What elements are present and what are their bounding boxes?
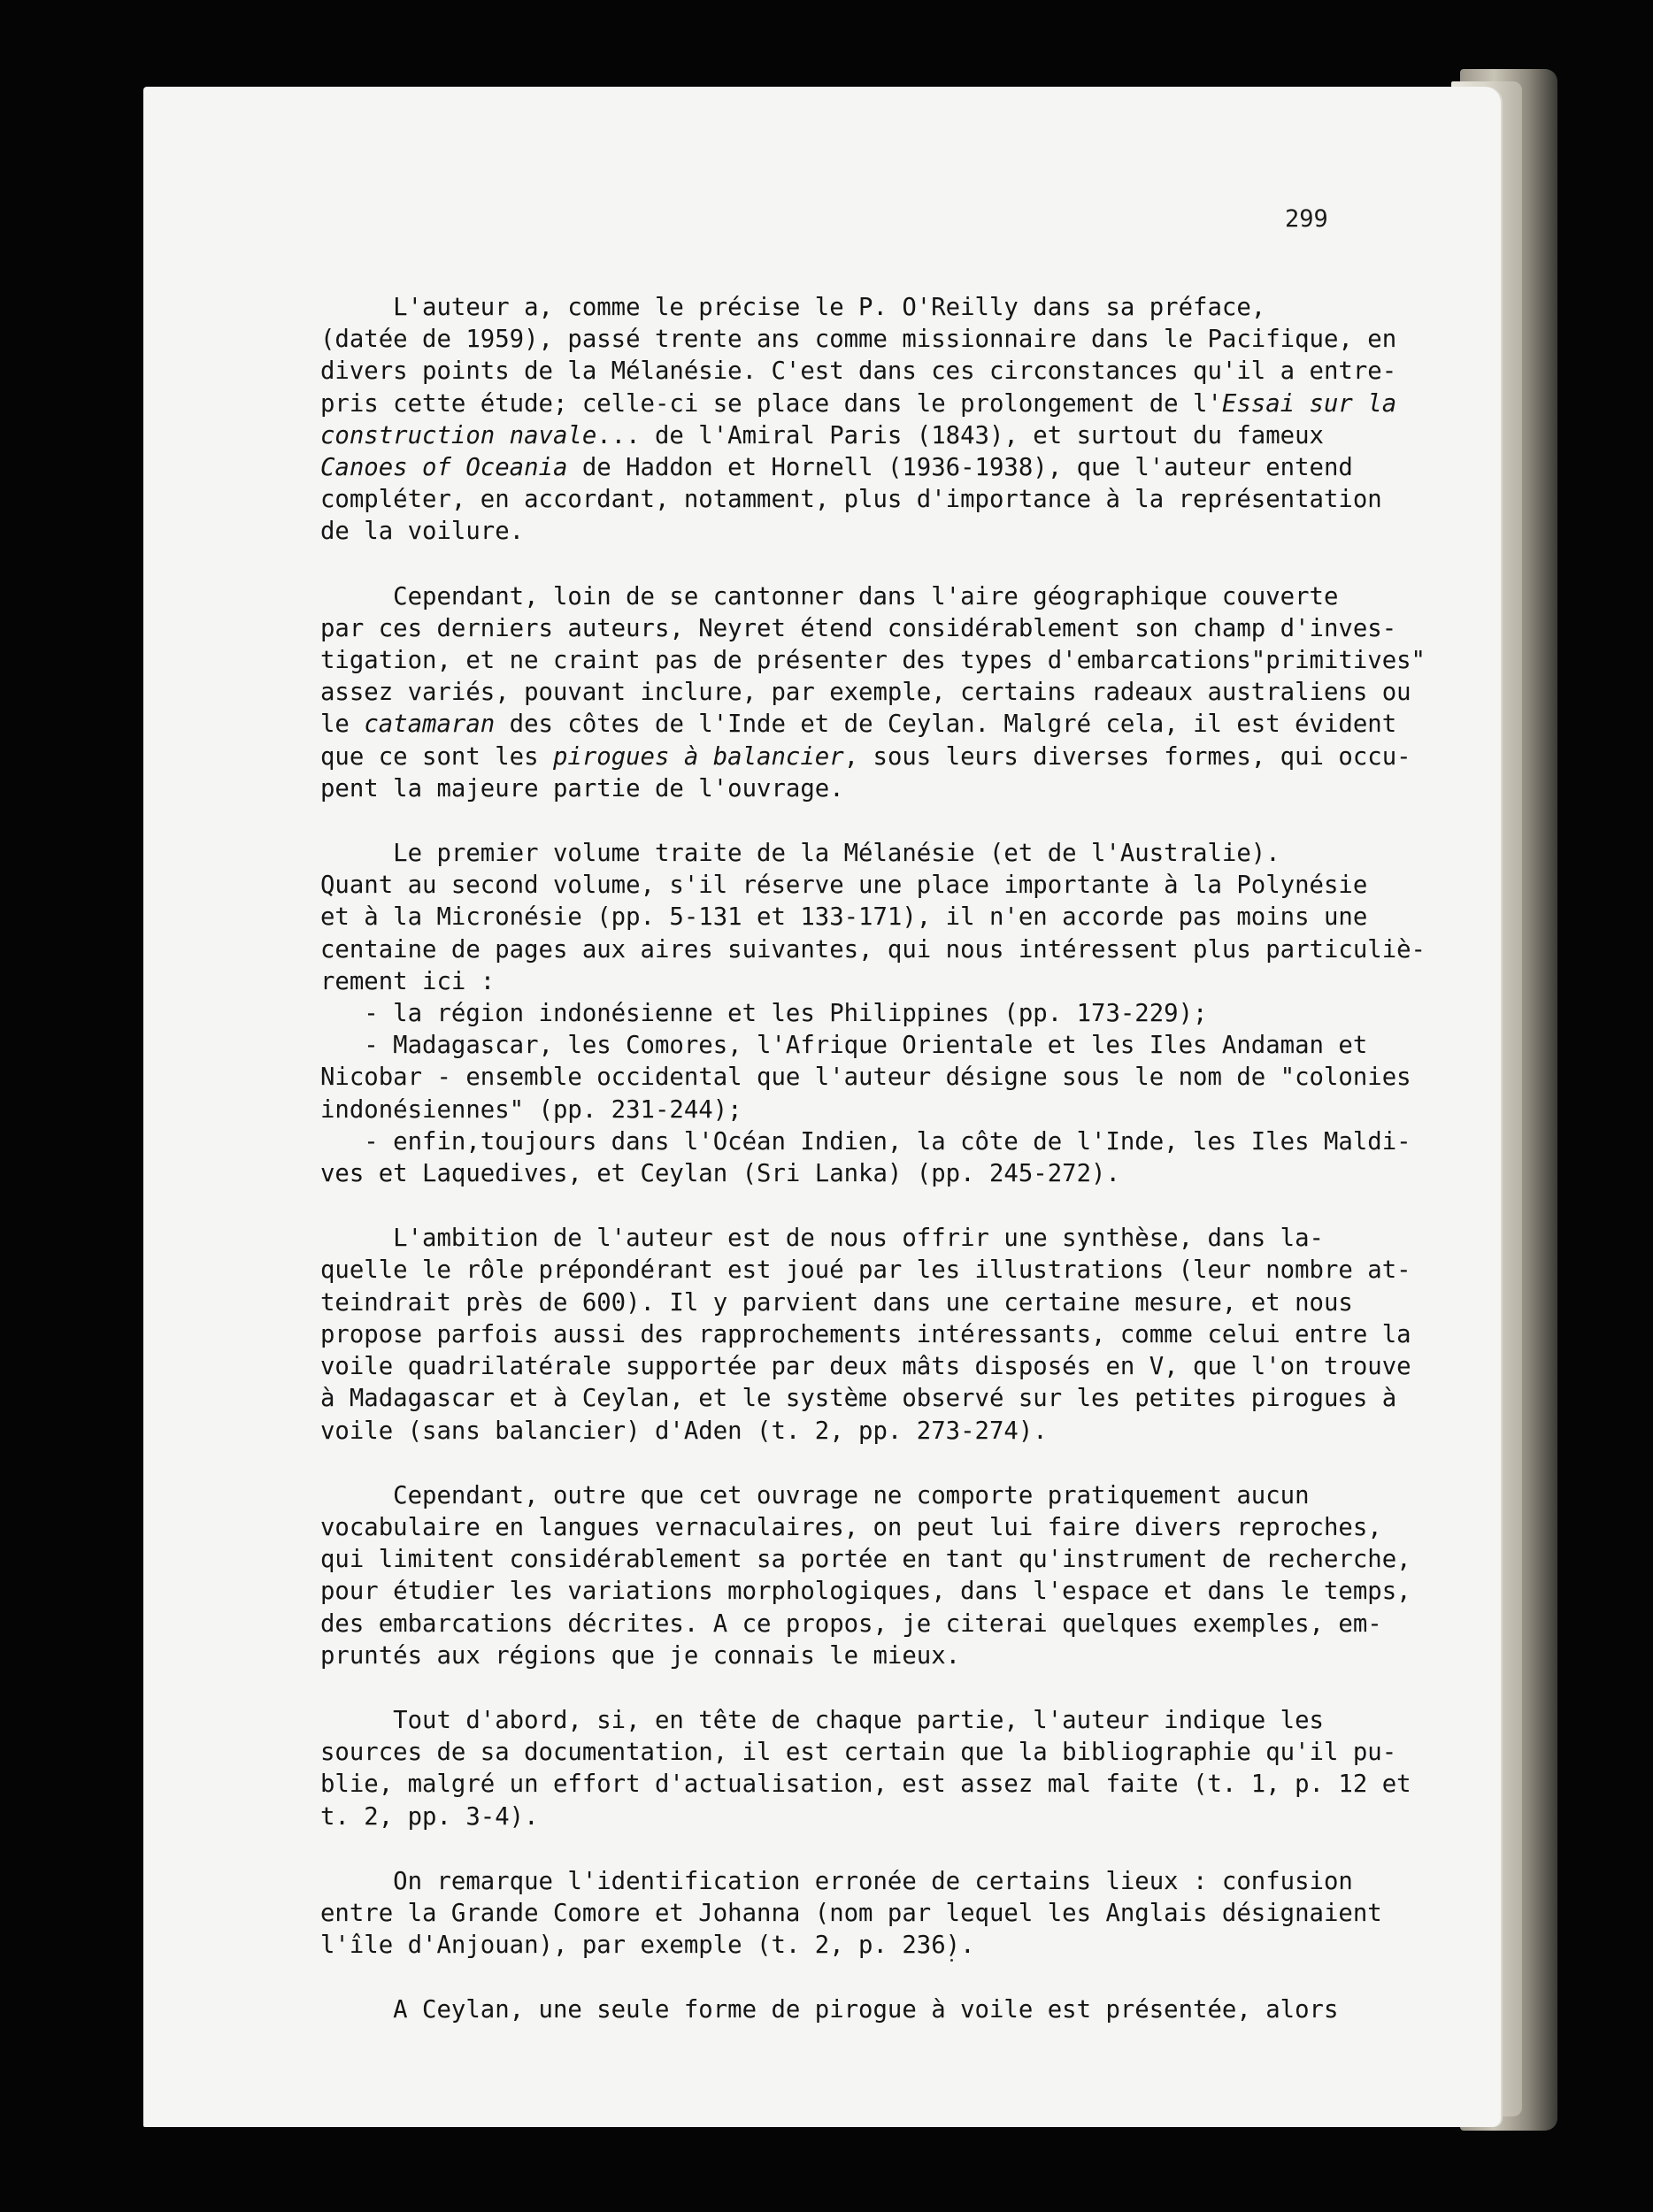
text-line: pris cette étude; celle-ci se place dans le prolongement de l'Essai sur la (320, 389, 1397, 418)
text-line: propose parfois aussi des rapprochements intéressants, comme celui entre la (320, 1320, 1411, 1348)
text-line: L'auteur a, comme le précise le P. O'Reilly dans sa préface, (320, 294, 1266, 321)
paragraph (320, 1866, 1391, 1962)
body-text (320, 292, 1426, 2060)
text-line: divers points de la Mélanésie. C'est dans ces circonstances qu'il a entre- (320, 357, 1397, 386)
speck (950, 1959, 953, 1962)
text-line: sources de sa documentation, il est certain que la bibliographie qu'il pu- (320, 1739, 1397, 1767)
text-line: blie, malgré un effort d'actualisation, est assez mal faite (t. 1, p. 12 et (320, 1770, 1411, 1799)
page-number: 299 (1285, 205, 1328, 233)
paragraph (320, 292, 1397, 549)
text-line: de la voilure. (320, 518, 525, 546)
text-line: à Madagascar et à Ceylan, et le système observé sur les petites pirogues à (320, 1385, 1397, 1413)
text-line: Nicobar - ensemble occidental que l'auteur désigne sous le nom de "colonies (320, 1064, 1411, 1092)
text-line: Canoes of Oceania de Haddon et Hornell (1936-1938), que l'auteur entend (320, 454, 1353, 482)
text-line: ves et Laquedives, et Ceylan (Sri Lanka) (pp. 245-272). (320, 1160, 1120, 1188)
text-line: par ces derniers auteurs, Neyret étend considérablement son champ d'inves- (320, 614, 1397, 642)
text-line: quelle le rôle prépondérant est joué par les illustrations (leur nombre at- (320, 1256, 1411, 1285)
text-line: des embarcations décrites. A ce propos, je citerai quelques exemples, em- (320, 1609, 1382, 1638)
text-line: vocabulaire en langues vernaculaires, on peut lui faire divers reproches, (320, 1513, 1382, 1541)
text-line: Quant au second volume, s'il réserve une place importante à la Polynésie (320, 872, 1368, 900)
text-line: voile (sans balancier) d'Aden (t. 2, pp. 273-274). (320, 1417, 1048, 1445)
text-line: qui limitent considérablement sa portée en tant qu'instrument de recherche, (320, 1546, 1411, 1574)
paragraph (320, 1994, 1391, 2026)
text-line: entre la Grande Comore et Johanna (nom par lequel les Anglais désignaient (320, 1899, 1382, 1927)
text-line: et à la Micronésie (pp. 5-131 et 133-171), il n'en accorde pas moins une (320, 903, 1368, 932)
paragraph (320, 1705, 1411, 1833)
text-line: centaine de pages aux aires suivantes, qui nous intéressent plus particuliè- (320, 935, 1426, 964)
text-line: construction navale... de l'Amiral Paris (1843), et surtout du fameux (320, 421, 1324, 449)
paragraph (320, 1480, 1411, 1672)
text-line: le catamaran des côtes de l'Inde et de Ceylan. Malgré cela, il est évident (320, 710, 1397, 739)
text-line: L'ambition de l'auteur est de nous offrir une synthèse, dans la- (320, 1225, 1324, 1253)
text-line: pour étudier les variations morphologiques, dans l'espace et dans le temps, (320, 1578, 1411, 1606)
text-line: On remarque l'identification erronée de certains lieux : confusion (320, 1867, 1353, 1895)
text-line: A Ceylan, une seule forme de pirogue à voile est présentée, alors (320, 1996, 1339, 2024)
text-line: - enfin,toujours dans l'Océan Indien, la côte de l'Inde, les Iles Maldi- (320, 1127, 1411, 1156)
text-line: Cependant, outre que cet ouvrage ne comporte pratiquement aucun (320, 1481, 1310, 1509)
text-line: - la région indonésienne et les Philippines (pp. 173-229); (320, 1000, 1208, 1028)
text-line: compléter, en accordant, notamment, plus d'importance à la représentation (320, 486, 1382, 514)
text-line: Cependant, loin de se cantonner dans l'aire géographique couverte (320, 582, 1339, 611)
text-line: tigation, et ne craint pas de présenter des types d'embarcations"primitives" (320, 647, 1426, 675)
text-line: que ce sont les pirogues à balancier, sous leurs diverses formes, qui occu- (320, 742, 1411, 771)
text-line: t. 2, pp. 3-4). (320, 1802, 539, 1831)
paragraph (320, 838, 1426, 1190)
text-line: Le premier volume traite de la Mélanésie (et de l'Australie). (320, 840, 1280, 868)
text-line: - Madagascar, les Comores, l'Afrique Orientale et les Iles Andaman et (320, 1032, 1368, 1060)
text-line: assez variés, pouvant inclure, par exemple, certains radeaux australiens ou (320, 679, 1411, 707)
text-line: rement ici : (320, 967, 496, 995)
text-line: pent la majeure partie de l'ouvrage. (320, 774, 844, 803)
text-line: indonésiennes" (pp. 231-244); (320, 1095, 742, 1124)
text-line: teindrait près de 600). Il y parvient dans une certaine mesure, et nous (320, 1288, 1353, 1317)
paragraph (320, 581, 1426, 805)
text-line: Tout d'abord, si, en tête de chaque partie, l'auteur indique les (320, 1706, 1324, 1734)
text-line: pruntés aux régions que je connais le mieux. (320, 1641, 961, 1670)
paragraph (320, 1223, 1411, 1447)
text-line: voile quadrilatérale supportée par deux mâts disposés en V, que l'on trouve (320, 1353, 1411, 1381)
text-line: l'île d'Anjouan), par exemple (t. 2, p. 236). (320, 1932, 975, 1960)
text-line: (datée de 1959), passé trente ans comme missionnaire dans le Pacifique, en (320, 326, 1397, 354)
